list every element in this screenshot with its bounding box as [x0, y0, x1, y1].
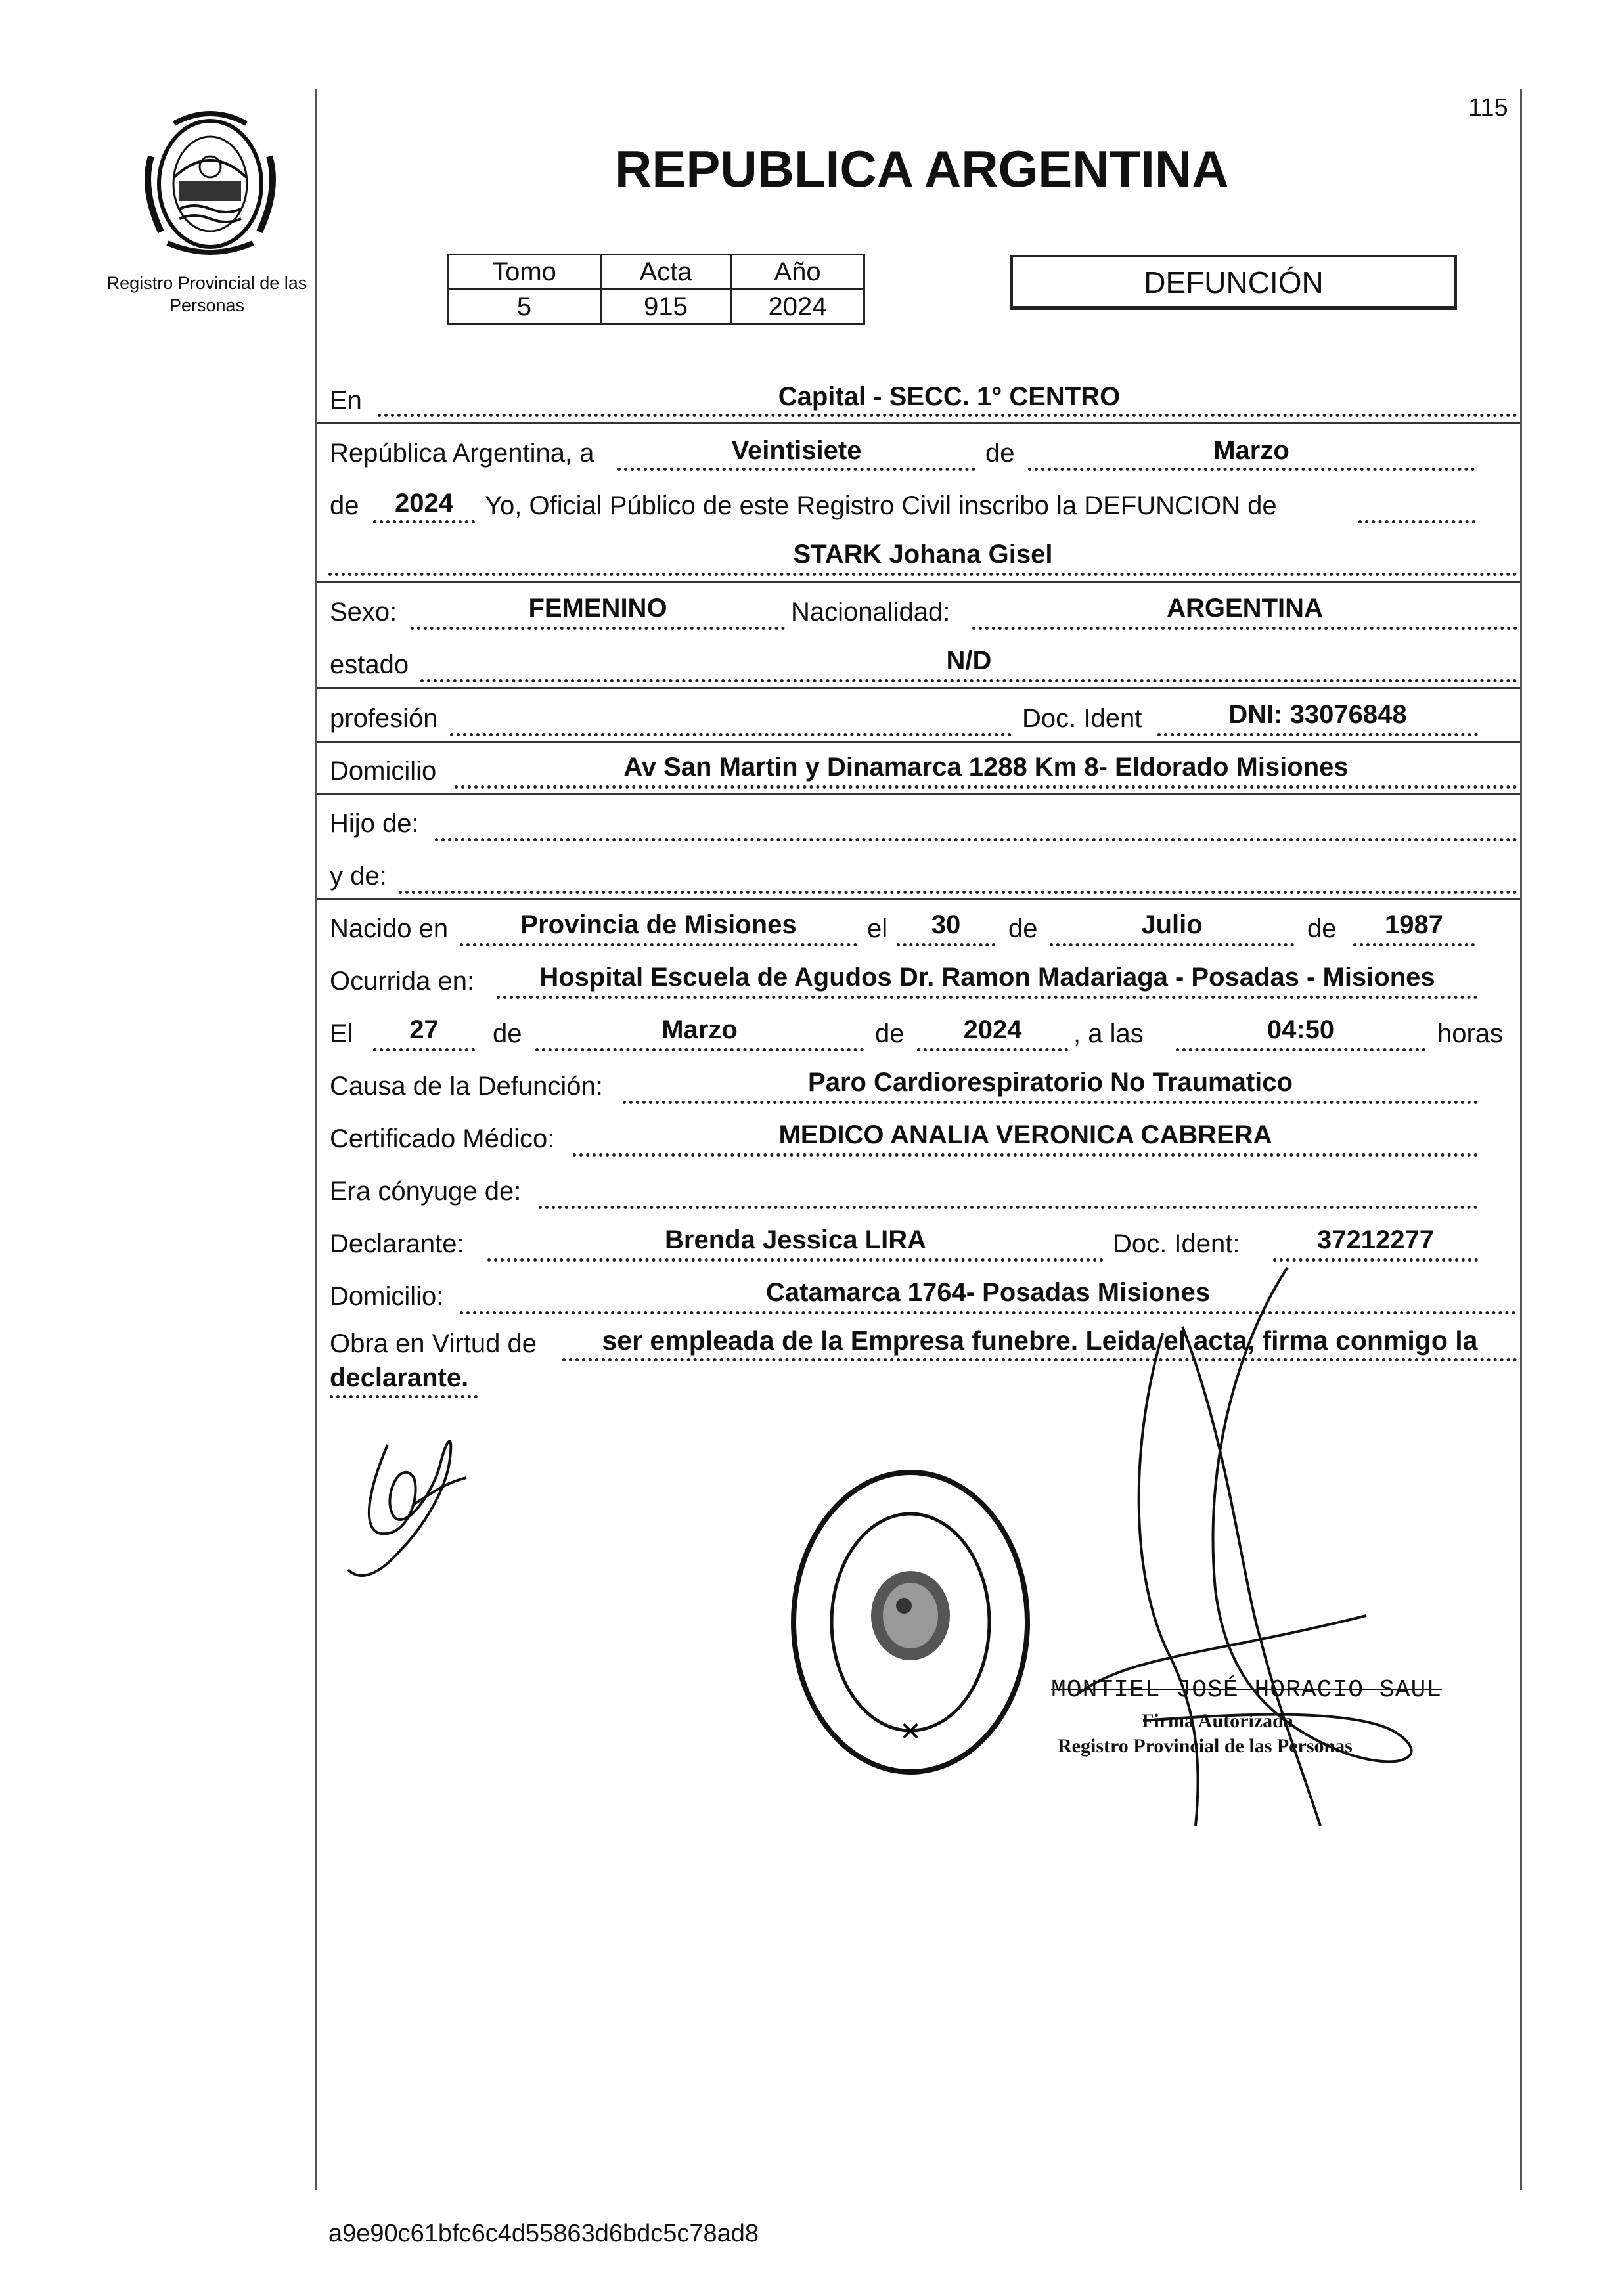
- estado-value: N/D: [946, 646, 992, 675]
- nac-mes-dots: [1050, 943, 1294, 946]
- nac-label: Nacionalidad:: [791, 598, 951, 627]
- ref-value-tomo: 5: [448, 290, 601, 324]
- yde-dots: [399, 891, 1517, 894]
- causa-value: Paro Cardiorespiratorio No Traumatico: [808, 1068, 1293, 1097]
- El-label: El: [330, 1019, 353, 1048]
- nac-dots: [972, 627, 1517, 630]
- nac-dia-dots: [897, 943, 995, 946]
- sexo-dots: [411, 627, 785, 630]
- def-dia-value: 27: [409, 1015, 439, 1044]
- ref-value-acta: 915: [601, 290, 731, 324]
- de-label: de: [985, 439, 1015, 468]
- official-name: MONTIEL JOSÉ HORACIO SAUL: [1051, 1676, 1443, 1704]
- nac-de-label: de: [1008, 914, 1038, 943]
- nacido-label: Nacido en: [330, 914, 449, 943]
- estado-dots: [420, 679, 1517, 682]
- row-separator: [317, 581, 1520, 583]
- def-anio-value: 2024: [963, 1015, 1022, 1044]
- ref-header-anio: Año: [731, 255, 864, 290]
- anio-value: 2024: [395, 489, 453, 518]
- nac-dia-value: 30: [931, 910, 961, 939]
- causa-dots: [623, 1101, 1478, 1104]
- mes-dots: [1028, 468, 1475, 471]
- def-mes-value: Marzo: [661, 1015, 738, 1044]
- doc-type-label: DEFUNCIÓN: [1144, 265, 1324, 299]
- nac-anio-dots: [1353, 943, 1475, 946]
- conyuge-label: Era cónyuge de:: [330, 1177, 522, 1206]
- nacido-value: Provincia de Misiones: [520, 910, 797, 939]
- domicilio-label: Domicilio: [330, 757, 437, 785]
- yde-label: y de:: [330, 862, 387, 891]
- domicilio-value: Av San Martin y Dinamarca 1288 Km 8- Eldorado Misiones: [623, 753, 1349, 782]
- domicilio-dots: [455, 785, 1517, 789]
- nac-mes-value: Julio: [1141, 910, 1203, 939]
- obra-label: Obra en Virtud de: [330, 1329, 537, 1358]
- official-stamp: [786, 1465, 1035, 1780]
- en-value: Capital - SECC. 1° CENTRO: [778, 382, 1121, 411]
- nombre-value: STARK Johana Gisel: [793, 540, 1053, 569]
- docident-dots: [1157, 733, 1478, 736]
- ref-header-acta: Acta: [601, 255, 731, 290]
- cert-dots: [573, 1153, 1478, 1157]
- profesion-label: profesión: [330, 704, 438, 733]
- estado-label: estado: [330, 650, 409, 679]
- provincial-seal: [135, 104, 286, 261]
- declarante-value: Brenda Jessica LIRA: [665, 1225, 926, 1254]
- decl-dom-label: Domicilio:: [330, 1282, 444, 1311]
- sexo-label: Sexo:: [330, 598, 397, 627]
- nac-value: ARGENTINA: [1167, 594, 1323, 623]
- sexo-value: FEMENINO: [528, 594, 667, 623]
- decl-dom-value: Catamarca 1764- Posadas Misiones: [766, 1278, 1210, 1307]
- dia-dots: [617, 468, 975, 471]
- obra-value-2: declarante.: [330, 1363, 469, 1392]
- docident-value: DNI: 33076848: [1228, 700, 1407, 729]
- ref-header-tomo: Tomo: [448, 255, 601, 290]
- cert-label: Certificado Médico:: [330, 1124, 555, 1153]
- conyuge-dots: [539, 1206, 1478, 1209]
- ocurrida-label: Ocurrida en:: [330, 967, 475, 996]
- def-de-label: de: [493, 1019, 522, 1048]
- alas-label: , a las: [1073, 1019, 1144, 1048]
- def-mes-dots: [535, 1048, 864, 1051]
- ocurrida-dots: [497, 996, 1478, 999]
- hijo-dots: [435, 838, 1517, 841]
- ocurrida-value: Hospital Escuela de Agudos Dr. Ramon Madariaga - Posadas - Misiones: [539, 963, 1435, 992]
- registry-label: Registro Provincial de las Personas: [106, 273, 307, 315]
- left-border-line: [315, 89, 317, 2190]
- ref-value-anio: 2024: [731, 290, 864, 324]
- declarante-dots: [487, 1258, 1104, 1262]
- nac-anio-value: 1987: [1385, 910, 1443, 939]
- declarante-signature: [342, 1419, 486, 1589]
- nacido-dots: [460, 943, 857, 946]
- stamp-ring-text: [847, 1484, 866, 1485]
- official-role: Firma Autorizada: [1142, 1710, 1293, 1732]
- yo-dots: [1358, 520, 1475, 523]
- de-anio-label: de: [330, 491, 359, 520]
- decl-doc-label: Doc. Ident:: [1113, 1229, 1240, 1258]
- en-dots: [378, 414, 1517, 417]
- page-number: 115: [1468, 94, 1508, 121]
- official-signature: [1064, 1248, 1432, 1852]
- hijo-label: Hijo de:: [330, 809, 419, 838]
- seal-icon: [135, 104, 286, 261]
- row-separator: [317, 687, 1520, 689]
- row-separator: [317, 741, 1520, 743]
- hora-value: 04:50: [1267, 1015, 1335, 1044]
- footer-hash: a9e90c61bfc6c4d55863d6bdc5c78ad8: [328, 2220, 759, 2247]
- svg-text:✕: ✕: [899, 1717, 922, 1747]
- row-separator: [317, 793, 1520, 795]
- row-separator: [317, 898, 1520, 900]
- row-separator: [317, 422, 1520, 424]
- dia-value: Veintisiete: [731, 436, 862, 465]
- causa-label: Causa de la Defunción:: [330, 1072, 603, 1101]
- nac-de2-label: de: [1307, 914, 1337, 943]
- mes-value: Marzo: [1213, 436, 1289, 465]
- en-label: En: [330, 386, 362, 415]
- docident-label: Doc. Ident: [1022, 704, 1142, 733]
- doc-type-box: [1010, 255, 1457, 310]
- profesion-dots: [450, 733, 1012, 736]
- def-dia-dots: [373, 1048, 475, 1051]
- reference-table: [447, 254, 865, 325]
- page-title: REPUBLICA ARGENTINA: [615, 140, 1229, 198]
- official-org: Registro Provincial de las Personas: [1058, 1735, 1353, 1757]
- obra-value: ser empleada de la Empresa funebre. Leida el acta, firma conmigo la: [602, 1325, 1478, 1356]
- cert-value: MEDICO ANALIA VERONICA CABRERA: [778, 1120, 1272, 1149]
- horas-label: horas: [1437, 1019, 1504, 1048]
- yo-text: Yo, Oficial Público de este Registro Civil inscribo la DEFUNCION de: [485, 491, 1277, 520]
- declarante-label: Declarante:: [330, 1229, 464, 1258]
- decl-doc-value: 37212277: [1317, 1225, 1434, 1254]
- rep-label: República Argentina, a: [330, 439, 594, 468]
- def-de2-label: de: [875, 1019, 905, 1048]
- def-anio-dots: [917, 1048, 1068, 1051]
- hora-dots: [1176, 1048, 1425, 1051]
- obra-dots-2: [330, 1395, 478, 1398]
- nombre-dots: [328, 573, 1517, 576]
- anio-dots: [373, 520, 475, 523]
- el-label: el: [867, 914, 888, 943]
